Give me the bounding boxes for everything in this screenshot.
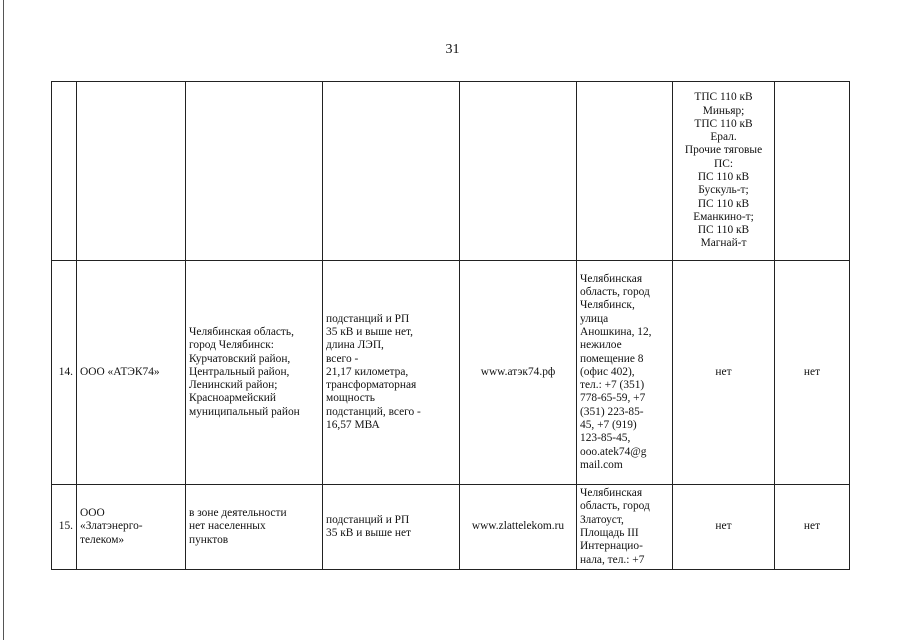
cell-line: ooo.atek74@g [580, 445, 647, 458]
cell-line: всего - [326, 352, 359, 365]
cell-line: Златоуст, [580, 513, 624, 526]
substations-list [673, 261, 775, 485]
cell-line: Миньяр; [702, 104, 745, 117]
cell-line: Курчатовский район, [189, 352, 291, 365]
cell-line: в зоне деятельности [189, 507, 287, 520]
cell-line: Красноармейский [189, 392, 276, 405]
cell-line: ТПС 110 кВ [694, 91, 753, 104]
last-column: нет [775, 261, 850, 485]
row-number [52, 82, 77, 261]
row-number: 14. [52, 261, 77, 485]
network-info [323, 485, 460, 570]
org-name [77, 485, 186, 570]
contacts [577, 485, 673, 570]
network-info [323, 82, 460, 261]
cell-line: 35 кВ и выше нет [326, 527, 411, 539]
cell-line: нет [715, 520, 732, 533]
cell-line: 16,57 МВА [326, 419, 380, 432]
table-row [52, 261, 850, 485]
cell-line: 778-65-59, +7 [580, 392, 646, 405]
cell-line: трансформаторная [326, 379, 417, 392]
row-number: 15. [52, 485, 77, 570]
cell-line: (351) 223-85- [580, 405, 644, 418]
cell-line: ООО «АТЭК74» [80, 365, 160, 378]
cell-line: Челябинск, [580, 299, 635, 312]
territory [186, 82, 323, 261]
page-left-edge [3, 0, 4, 640]
cell-line: Ленинский район; [189, 379, 278, 392]
cell-line: Еманкино-т; [693, 210, 754, 223]
contacts [577, 261, 673, 485]
org-name [77, 261, 186, 485]
cell-line: телеком» [80, 533, 125, 546]
org-name [77, 82, 186, 261]
cell-line: ТПС 110 кВ [694, 117, 753, 130]
cell-line: «Златэнерго- [80, 520, 143, 533]
website [460, 82, 577, 261]
cell-line: 21,17 километра, [326, 365, 409, 378]
cell-line: Магнай-т [700, 237, 747, 250]
cell-line: тел.: +7 (351) [580, 379, 645, 392]
cell-line: область, город [580, 500, 650, 513]
territory [186, 485, 323, 570]
cell-line: подстанций и РП [326, 312, 410, 325]
cell-line: 45, +7 (919) [580, 419, 637, 432]
cell-line: нет населенных [189, 520, 266, 533]
cell-line: ПС: [714, 157, 733, 170]
substations-list [673, 82, 775, 261]
table-row [52, 485, 850, 570]
cell-line: подстанций, всего - [326, 405, 421, 418]
website: www.zlattelekom.ru [460, 485, 577, 570]
cell-line: Челябинская [580, 487, 643, 500]
cell-line: Интернацио- [580, 540, 643, 553]
substations-list [673, 485, 775, 570]
cell-line: 123-85-45, [580, 432, 631, 445]
cell-line: Ерал. [710, 131, 737, 144]
cell-line: нала, тел.: +7 [580, 553, 645, 566]
cell-line: Центральный район, [189, 365, 290, 378]
table-row [52, 82, 850, 261]
cell-line: мощность [326, 392, 375, 405]
cell-line: 35 кВ и выше нет, [326, 325, 413, 338]
cell-line: область, город [580, 286, 650, 299]
cell-line: улица [580, 312, 609, 325]
last-column [775, 82, 850, 261]
cell-line: ПС 110 кВ [697, 197, 750, 210]
cell-line: ПС 110 кВ [697, 171, 750, 183]
cell-line: Челябинская область, [189, 325, 294, 338]
cell-line: помещение 8 [580, 352, 644, 365]
cell-line: нежилое [580, 339, 622, 352]
territory [186, 261, 323, 485]
cell-line: ООО [80, 507, 105, 520]
cell-line: Бускуль-т; [698, 184, 749, 197]
website: www.атэк74.рф [460, 261, 577, 485]
cell-line: муниципальный район [189, 405, 300, 418]
cell-line: Площадь III [580, 527, 639, 539]
cell-line: ПС 110 кВ [697, 224, 750, 237]
cell-line: нет [715, 365, 732, 378]
cell-line: (офис 402), [580, 365, 635, 378]
cell-line: пунктов [189, 533, 229, 546]
cell-line: Аношкина, 12, [580, 325, 652, 338]
cell-line: город Челябинск: [189, 339, 274, 352]
organizations-table [51, 81, 850, 570]
cell-line: длина ЛЭП, [326, 339, 384, 352]
page-number: 31 [445, 42, 460, 57]
contacts [577, 82, 673, 261]
cell-line: mail.com [580, 458, 623, 471]
cell-line: подстанций и РП [326, 513, 410, 526]
cell-line: Челябинская [580, 272, 643, 285]
network-info [323, 261, 460, 485]
last-column: нет [775, 485, 850, 570]
cell-line: Прочие тяговые [684, 144, 763, 157]
